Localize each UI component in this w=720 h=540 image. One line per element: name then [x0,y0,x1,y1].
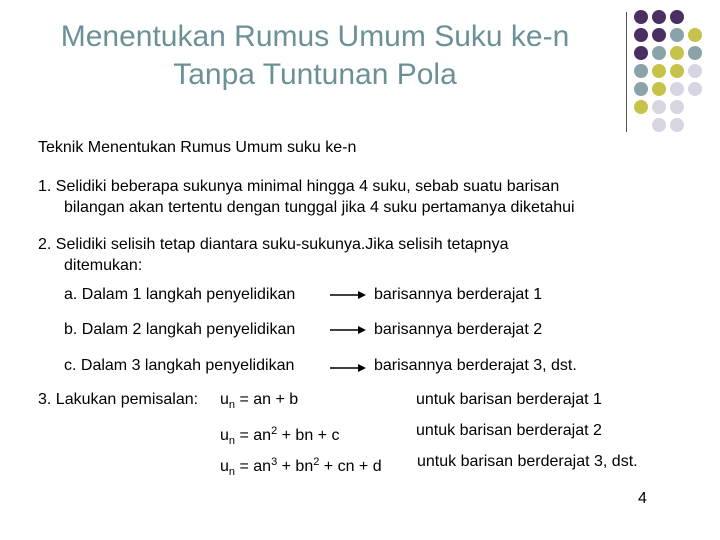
dot [634,10,648,24]
item-1-line-1: 1. Selidiki beberapa sukunya minimal hingga 4 suku, sebab suatu barisan [38,178,560,195]
item-1-line-2: bilangan akan tertentu dengan tunggal jika 4 suku pertamanya diketahui [64,199,575,216]
formula-note-3: untuk barisan berderajat 3, dst. [417,453,638,470]
item-2-line-1: 2. Selidiki selisih tetap diantara suku-sukunya.Jika selisih tetapnya [38,236,509,253]
title-line-2: Tanpa Tuntunan Pola [173,58,457,91]
formula-expression: = an [235,427,272,444]
dot [688,64,702,78]
dot [652,28,666,42]
arrow-right-icon [330,324,366,336]
item-3-prefix: 3. Lakukan pemisalan: [38,391,199,408]
dot [634,64,648,78]
step-b-right: barisannya berderajat 2 [374,321,543,338]
formula-note-2: untuk barisan berderajat 2 [416,422,602,439]
dot [670,118,684,132]
item-2-line-2: ditemukan: [64,257,143,274]
step-a-left: a. Dalam 1 langkah penyelidikan [64,286,296,303]
page-number: 4 [638,490,647,507]
dot [688,28,702,42]
formula-expression: + bn [277,458,314,475]
formula-symbol: u [220,458,229,475]
formula-subscript: n [228,435,236,447]
formula-expression: + bn + c [277,427,340,444]
formula-symbol: u [220,391,229,408]
formula-degree-2 [220,421,339,451]
formula-exponent: 3 [271,456,278,468]
dot [652,46,666,60]
arrow-right-icon [330,289,366,301]
dot [670,64,684,78]
formula-exponent: 2 [313,456,320,468]
dot [652,82,666,96]
dot [688,82,702,96]
step-b-left: b. Dalam 2 langkah penyelidikan [64,321,296,338]
dot [670,46,684,60]
formula-expression: + cn + d [319,458,382,475]
title-line-1: Menentukan Rumus Umum Suku ke-n [60,20,570,53]
dot [652,118,666,132]
dot [670,82,684,96]
formula-expression: = an + b [235,391,299,408]
dot [652,64,666,78]
dot [688,46,702,60]
formula-symbol: u [220,427,229,444]
dot [670,100,684,114]
formula-subscript: n [228,466,236,478]
dot [634,82,648,96]
dot [634,100,648,114]
formula-subscript: n [228,399,236,411]
step-a-right: barisannya berderajat 1 [374,286,543,303]
formula-note-1: untuk barisan berderajat 1 [416,391,602,408]
dot [634,46,648,60]
formula-exponent: 2 [271,425,278,437]
step-c-right: barisannya berderajat 3, dst. [374,357,577,374]
step-c-left: c. Dalam 3 langkah penyelidikan [64,357,295,374]
title-divider [626,12,627,132]
slide-title [20,18,610,94]
dot [652,10,666,24]
dot [670,10,684,24]
dot [652,100,666,114]
formula-degree-1 [220,390,298,415]
arrow-right-icon [330,362,366,374]
formula-degree-3 [220,452,382,482]
formula-expression: = an [235,458,272,475]
dot [670,28,684,42]
section-heading: Teknik Menentukan Rumus Umum suku ke-n [38,139,357,156]
dot [634,28,648,42]
